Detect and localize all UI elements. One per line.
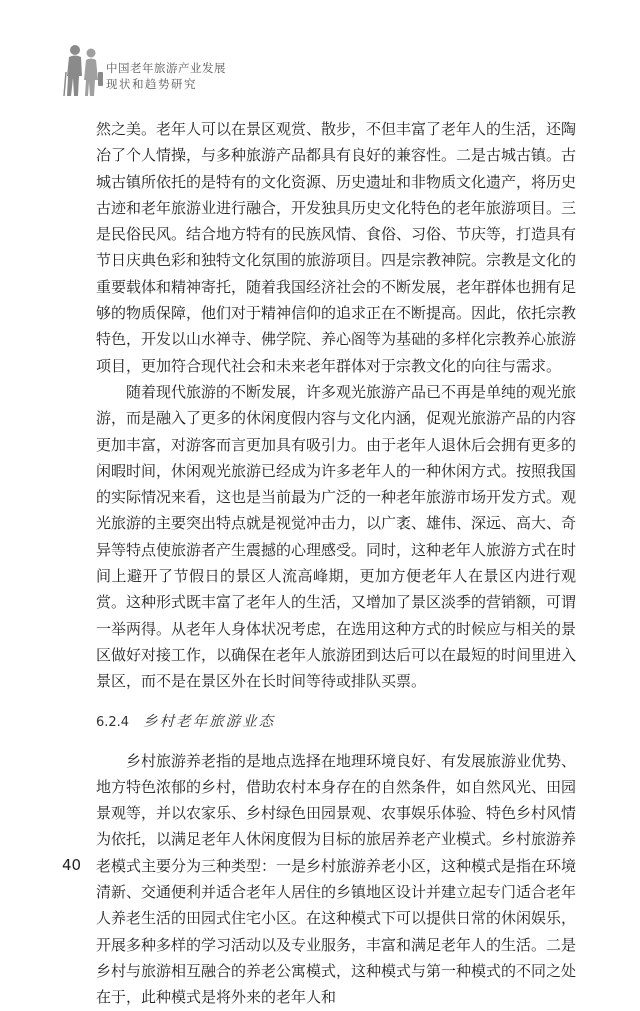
paragraph: 然之美。老年人可以在景区观赏、散步，不但丰富了老年人的生活，还陶冶了个人情操，与多种旅游产品都具有良好的兼容性。二是古城古镇。古城古镇所依托的是特有的文化资源、历史遗址和非物质文化遗产，将历史古迹和老年旅游业进行融合，开发独具历史文化特色的老年旅游项目。三是民俗民风。结合地方特有的民族风情、食俗、习俗、节庆等，打造具有节日庆典色彩和独特文化氛围的旅游项目。四是宗教神院。宗教是文化的重要载体和精神寄托，随着我国经济社会的不断发展，老年群体也拥有足够的物质保障，他们对于精神信仰的追求正在不断提高。因此，依托宗教特色，开发以山水禅寺、佛学院、养心阁等为基础的多样化宗教养心旅游项目，更加符合现代社会和未来老年群体对于宗教文化的向往与需求。 — [96, 120, 577, 375]
paragraph: 乡村旅游养老指的是地点选择在地理环境良好、有发展旅游业优势、地方特色浓郁的乡村，借助农村本身存在的自然条件，如自然风光、田园景观等，并以农家乐、乡村绿色田园景观、农事娱乐体验、特色乡村风情为依托，以满足老年人休闲度假为目标的旅居养老产业模式。乡村旅游养老模式主要分为三种类型：一是乡村旅游养老小区，这种模式是指在环境清新、交通便利并适合老年人居住的乡镇地区设计并建立起专门适合老年人养老生活的田园式住宅小区。在这种模式下可以提供日常的休闲娱乐，开展多种多样的学习活动以及专业服务，丰富和满足老年人的生活。二是乡村与旅游相互融合的养老公寓模式，这种模式与第一种模式的不同之处在于，此种模式是将外来的老年人和 — [96, 751, 577, 1007]
section-number: 6.2.4 — [96, 714, 130, 730]
section-title: 乡村老年旅游业态 — [143, 713, 276, 730]
header-title: 中国老年旅游产业发展 — [106, 61, 226, 75]
running-header — [62, 42, 282, 102]
section-heading — [96, 709, 576, 736]
page-number: 40 — [62, 856, 82, 874]
paragraph: 随着现代旅游的不断发展，许多观光旅游产品已不再是单纯的观光旅游，而是融入了更多的休闲度假内容与文化内涵，促观光旅游产品的内容更加丰富，对游客而言更加具有吸引力。由于老年人退休后会拥有更多的闲暇时间，休闲观光旅游已经成为许多老年人的一种休闲方式。按照我国的实际情况来看，这也是当前最为广泛的一种老年旅游市场开发方式。观光旅游的主要突出特点就是视觉冲击力，以广袤、雄伟、深远、高大、奇异等特点使旅游者产生震撼的心理感受。同时，这种老年人旅游方式在时间上避开了节假日的景区人流高峰期，更加方便老年人在景区内进行观赏。这种形式既丰富了老年人的生活，又增加了景区淡季的营销额，可谓一举两得。从老年人身体状况考虑，在选用这种方式的时候应与相关的景区做好对接工作，以确保在老年人旅游团到达后可以在最短的时间里进入景区，而不是在景区外在长时间等待或排队买票。 — [96, 382, 577, 691]
header-subtitle: 现状和趋势研究 — [106, 77, 197, 91]
body-text — [96, 116, 576, 1011]
elderly-couple-icon — [62, 42, 104, 98]
